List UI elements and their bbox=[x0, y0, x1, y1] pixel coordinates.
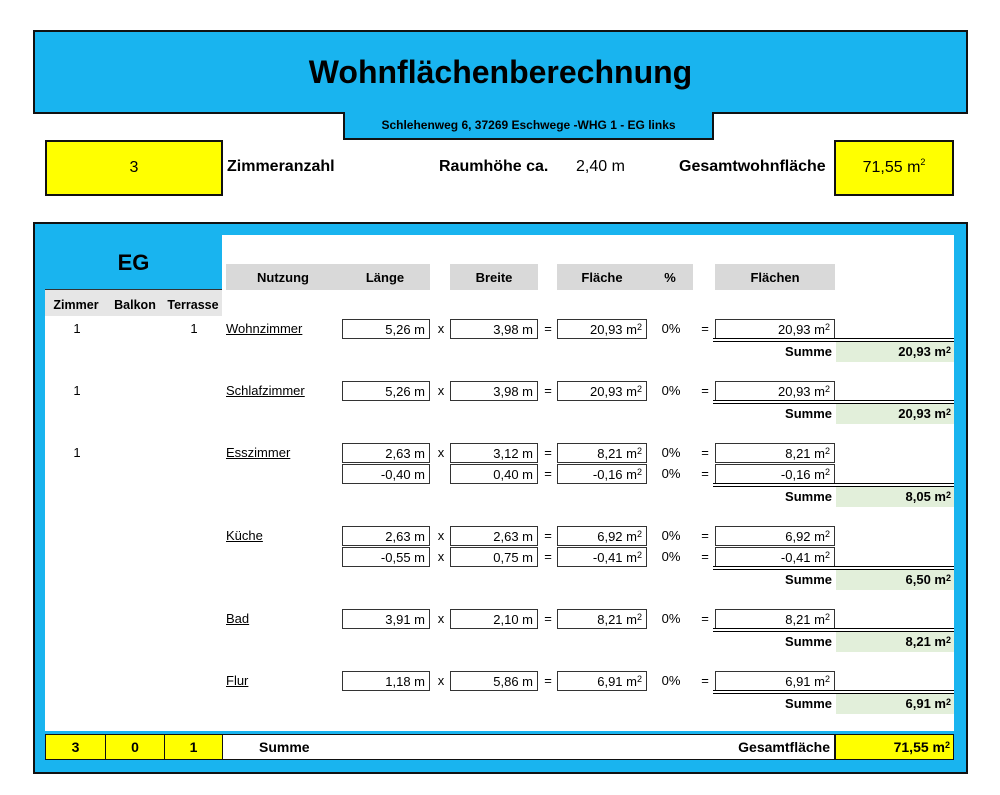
room-sum-value: 20,93 $m^2$ bbox=[836, 342, 954, 362]
result-cell[interactable]: 8,21 $m^2$ bbox=[715, 443, 835, 463]
equals-sign: = bbox=[544, 321, 552, 336]
width-cell[interactable]: 0,40 m bbox=[450, 464, 538, 484]
area-cell[interactable]: -0,16 $m^2$ bbox=[557, 464, 647, 484]
times-sign: x bbox=[437, 611, 445, 626]
equals-sign: = bbox=[701, 549, 709, 564]
area-cell[interactable]: 20,93 $m^2$ bbox=[557, 381, 647, 401]
equals-sign: = bbox=[701, 611, 709, 626]
room-height-label: Raumhöhe ca. bbox=[439, 158, 549, 175]
result-cell[interactable]: 6,92 $m^2$ bbox=[715, 526, 835, 546]
floor-label: EG bbox=[117, 250, 150, 275]
zimmer-count: 1 bbox=[73, 321, 81, 336]
equals-sign: = bbox=[701, 321, 709, 336]
area-cell[interactable]: 8,21 $m^2$ bbox=[557, 609, 647, 629]
equals-sign: = bbox=[544, 528, 552, 543]
footer-total-label: Gesamtfläche bbox=[738, 739, 830, 755]
percent-value: 0% bbox=[661, 445, 681, 460]
percent-value: 0% bbox=[661, 466, 681, 481]
width-cell[interactable]: 3,98 m bbox=[450, 381, 538, 401]
width-cell[interactable]: 5,86 m bbox=[450, 671, 538, 691]
col-header-terrasse: Terrasse bbox=[167, 298, 219, 312]
times-sign: x bbox=[437, 673, 445, 688]
room-sum-value: 20,93 $m^2$ bbox=[836, 404, 954, 424]
equals-sign: = bbox=[544, 445, 552, 460]
percent-value: 0% bbox=[661, 528, 681, 543]
rooms-count-label: Zimmeranzahl bbox=[227, 158, 335, 175]
times-sign: x bbox=[437, 445, 445, 460]
rooms-count-value: 3 bbox=[129, 159, 139, 176]
footer-total-value: 71,55 m $^2$ bbox=[835, 734, 954, 760]
footer-terrasse-total: 1 bbox=[164, 734, 223, 760]
col-header-flaechen: Flächen bbox=[715, 264, 835, 290]
result-cell[interactable]: 8,21 $m^2$ bbox=[715, 609, 835, 629]
area-cell[interactable]: -0,41 $m^2$ bbox=[557, 547, 647, 567]
result-cell[interactable]: 20,93 $m^2$ bbox=[715, 319, 835, 339]
page-title: Wohnflächenberechnung bbox=[33, 30, 968, 114]
footer-sum-row bbox=[222, 734, 835, 760]
length-cell[interactable]: 2,63 m bbox=[342, 526, 430, 546]
room-name[interactable]: Esszimmer bbox=[226, 445, 291, 460]
times-sign: x bbox=[437, 383, 445, 398]
total-living-area-value: 71,55 $m^2$ bbox=[862, 157, 926, 176]
area-cell[interactable]: 20,93 $m^2$ bbox=[557, 319, 647, 339]
count-body-area bbox=[45, 316, 222, 731]
col-header-percent: % bbox=[647, 264, 693, 290]
sum-label: Summe bbox=[785, 406, 832, 421]
result-cell[interactable]: -0,16 $m^2$ bbox=[715, 464, 835, 484]
percent-value: 0% bbox=[661, 549, 681, 564]
equals-sign: = bbox=[701, 673, 709, 688]
length-cell[interactable]: 2,63 m bbox=[342, 443, 430, 463]
footer-balkon-total: 0 bbox=[105, 734, 165, 760]
result-cell[interactable]: 20,93 $m^2$ bbox=[715, 381, 835, 401]
room-sum-value: 8,21 $m^2$ bbox=[836, 632, 954, 652]
room-sum-value: 6,50 $m^2$ bbox=[836, 570, 954, 590]
room-name[interactable]: Wohnzimmer bbox=[226, 321, 303, 336]
equals-sign: = bbox=[701, 383, 709, 398]
area-cell[interactable]: 8,21 $m^2$ bbox=[557, 443, 647, 463]
room-height-value: 2,40 m bbox=[576, 158, 625, 175]
width-cell[interactable]: 3,98 m bbox=[450, 319, 538, 339]
width-cell[interactable]: 3,12 m bbox=[450, 443, 538, 463]
length-cell[interactable]: -0,55 m bbox=[342, 547, 430, 567]
sum-label: Summe bbox=[785, 489, 832, 504]
rooms-count-box[interactable] bbox=[45, 140, 223, 196]
sum-label: Summe bbox=[785, 344, 832, 359]
percent-value: 0% bbox=[661, 383, 681, 398]
total-living-area-box[interactable] bbox=[834, 140, 954, 196]
area-cell[interactable]: 6,91 $m^2$ bbox=[557, 671, 647, 691]
equals-sign: = bbox=[544, 466, 552, 481]
percent-value: 0% bbox=[661, 611, 681, 626]
col-header-nutzung: Nutzung bbox=[226, 264, 340, 290]
room-sum-value: 6,91 $m^2$ bbox=[836, 694, 954, 714]
total-living-area-label: Gesamtwohnfläche bbox=[679, 158, 826, 175]
width-cell[interactable]: 0,75 m bbox=[450, 547, 538, 567]
equals-sign: = bbox=[701, 445, 709, 460]
equals-sign: = bbox=[544, 383, 552, 398]
length-cell[interactable]: 5,26 m bbox=[342, 319, 430, 339]
room-name[interactable]: Küche bbox=[226, 528, 263, 543]
times-sign: x bbox=[437, 549, 445, 564]
col-header-breite: Breite bbox=[450, 264, 538, 290]
percent-value: 0% bbox=[661, 321, 681, 336]
room-name[interactable]: Schlafzimmer bbox=[226, 383, 305, 398]
col-header-laenge: Länge bbox=[340, 264, 430, 290]
zimmer-count: 1 bbox=[73, 383, 81, 398]
room-sum-value: 8,05 $m^2$ bbox=[836, 487, 954, 507]
footer-sum-label: Summe bbox=[259, 739, 310, 755]
zimmer-count: 1 bbox=[73, 445, 81, 460]
width-cell[interactable]: 2,63 m bbox=[450, 526, 538, 546]
col-header-flaeche: Fläche bbox=[557, 264, 647, 290]
footer-zimmer-total: 3 bbox=[45, 734, 106, 760]
col-header-zimmer: Zimmer bbox=[53, 298, 99, 312]
times-sign: x bbox=[437, 321, 445, 336]
equals-sign: = bbox=[544, 673, 552, 688]
percent-value: 0% bbox=[661, 673, 681, 688]
length-cell[interactable]: 1,18 m bbox=[342, 671, 430, 691]
equals-sign: = bbox=[701, 466, 709, 481]
equals-sign: = bbox=[701, 528, 709, 543]
room-name[interactable]: Bad bbox=[226, 611, 250, 626]
count-header-divider bbox=[45, 289, 222, 290]
length-cell[interactable]: 3,91 m bbox=[342, 609, 430, 629]
sum-label: Summe bbox=[785, 572, 832, 587]
sum-label: Summe bbox=[785, 696, 832, 711]
length-cell[interactable]: 5,26 m bbox=[342, 381, 430, 401]
times-sign: x bbox=[437, 528, 445, 543]
result-cell[interactable]: -0,41 $m^2$ bbox=[715, 547, 835, 567]
length-cell[interactable]: -0,40 m bbox=[342, 464, 430, 484]
result-cell[interactable]: 6,91 $m^2$ bbox=[715, 671, 835, 691]
area-cell[interactable]: 6,92 $m^2$ bbox=[557, 526, 647, 546]
room-name[interactable]: Flur bbox=[226, 673, 249, 688]
width-cell[interactable]: 2,10 m bbox=[450, 609, 538, 629]
col-header-balkon: Balkon bbox=[114, 298, 156, 312]
address-label: Schlehenweg 6, 37269 Eschwege -WHG 1 - EG links bbox=[343, 112, 714, 140]
terrasse-count: 1 bbox=[190, 321, 198, 336]
equals-sign: = bbox=[544, 611, 552, 626]
sum-label: Summe bbox=[785, 634, 832, 649]
equals-sign: = bbox=[544, 549, 552, 564]
